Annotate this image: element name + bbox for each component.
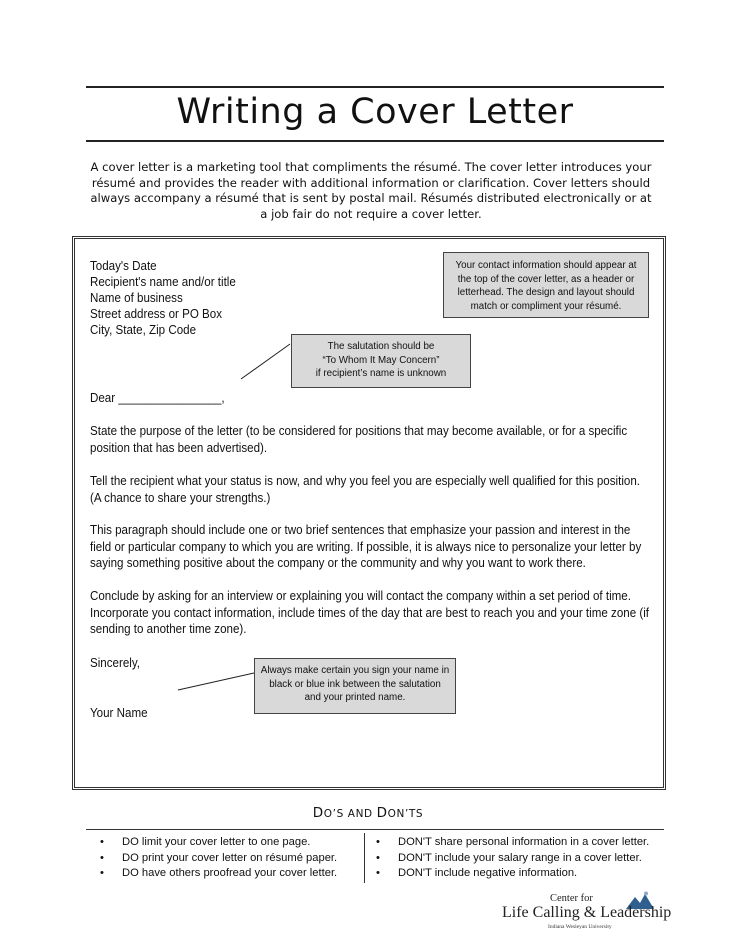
- callout-line: “To Whom It May Concern”: [322, 354, 440, 366]
- letter-business: Name of business: [90, 291, 183, 305]
- callout-line: the top of the cover letter, as a header or: [457, 273, 635, 285]
- signature-callout: [254, 658, 456, 714]
- heading-smallcaps: ON’TS: [387, 808, 424, 820]
- donts-list: [376, 835, 649, 882]
- heading-letter: D: [376, 805, 388, 821]
- heading-smallcaps: O’S AND: [323, 808, 377, 820]
- letter-signature: Your Name: [90, 706, 148, 720]
- letter-salutation: Dear ________________,: [90, 391, 225, 405]
- callout-line: and your printed name.: [304, 692, 406, 704]
- callout-line: black or blue ink between the salutation: [269, 678, 441, 690]
- heading-letter: D: [312, 805, 324, 821]
- dos-donts-rule: [86, 829, 664, 830]
- logo-line-university: Indiana Wesleyan University: [548, 924, 612, 930]
- callout-line: match or compliment your résumé.: [470, 300, 622, 312]
- dont-item-text: DON'T share personal information in a cover letter.: [398, 836, 650, 848]
- do-item-text: DO have others proofread your cover letter.: [122, 867, 338, 879]
- list-item: [100, 851, 337, 867]
- list-item: [100, 835, 337, 851]
- dos-donts-divider: [364, 833, 365, 883]
- bullet-icon: •: [100, 867, 104, 879]
- intro-line: résumé and provides the reader with additional information or clarification. Cover letters should: [91, 175, 651, 190]
- contact-info-callout: [443, 252, 649, 318]
- logo-line-name: Life Calling & Leadership: [502, 904, 672, 921]
- do-item-text: DO limit your cover letter to one page.: [122, 836, 311, 848]
- callout-line: letterhead. The design and layout should: [457, 287, 635, 299]
- letter-recipient: Recipient's name and/or title: [90, 275, 236, 289]
- title-rule-bottom: [86, 140, 664, 142]
- title-rule-top: [86, 86, 664, 88]
- intro-line: a job fair do not require a cover letter.: [260, 206, 482, 221]
- dos-list: [100, 835, 337, 882]
- letter-closing: Sincerely,: [90, 656, 141, 670]
- life-calling-logo: [502, 893, 702, 933]
- intro-line: A cover letter is a marketing tool that compliments the résumé. The cover letter introduces your: [90, 160, 652, 174]
- letter-city: City, State, Zip Code: [90, 323, 197, 337]
- bullet-icon: •: [100, 836, 104, 848]
- letter-paragraph-purpose: State the purpose of the letter (to be considered for positions that may become available, or for a specific position that has been advertised).: [90, 424, 628, 455]
- bullet-icon: •: [376, 851, 380, 864]
- intro-line: always accompany a résumé that is sent by postal mail. Résumés distributed electronically or at: [90, 191, 652, 205]
- callout-line: Always make certain you sign your name in: [260, 665, 450, 676]
- sun-shape: [644, 892, 648, 896]
- do-item-text: DO print your cover letter on résumé paper.: [122, 851, 338, 864]
- page-title: Writing a Cover Letter: [176, 92, 574, 132]
- callout-line: The salutation should be: [327, 341, 435, 352]
- callout-line: if recipient’s name is unknown: [315, 368, 447, 380]
- letter-date: Today's Date: [90, 259, 157, 273]
- bullet-icon: •: [376, 867, 380, 879]
- dont-item-text: DON'T include negative information.: [398, 867, 578, 879]
- salutation-callout: [291, 334, 471, 388]
- list-item: [100, 866, 337, 882]
- letter-paragraph-status: Tell the recipient what your status is now, and why you feel you are especially well qualified for this position. (A chance to share your strengths.): [90, 474, 641, 505]
- dont-item-text: DON'T include your salary range in a cover letter.: [398, 851, 642, 864]
- letter-paragraph-conclusion: Conclude by asking for an interview or explaining you will contact the company within a set period of time. Incorporate you contact information, include times of the day that are best to reach you and your time zone (if sending to another time zone).: [90, 589, 650, 636]
- intro-paragraph: [90, 160, 652, 222]
- letter-street: Street address or PO Box: [90, 307, 223, 321]
- dos-donts-heading: [0, 805, 736, 821]
- list-item: [376, 851, 649, 867]
- list-item: [376, 835, 649, 851]
- bullet-icon: •: [376, 836, 380, 848]
- callout-line: Your contact information should appear at: [455, 260, 637, 271]
- logo-line-center: Center for: [550, 893, 593, 904]
- list-item: [376, 866, 649, 882]
- bullet-icon: •: [100, 851, 104, 864]
- letter-paragraph-passion: This paragraph should include one or two brief sentences that emphasize your passion and interest in the field or particular company to which you are writing. If possible, it is always nice to personalize your letter by saying something positive about the company or the community and why you want to work there.: [90, 523, 642, 570]
